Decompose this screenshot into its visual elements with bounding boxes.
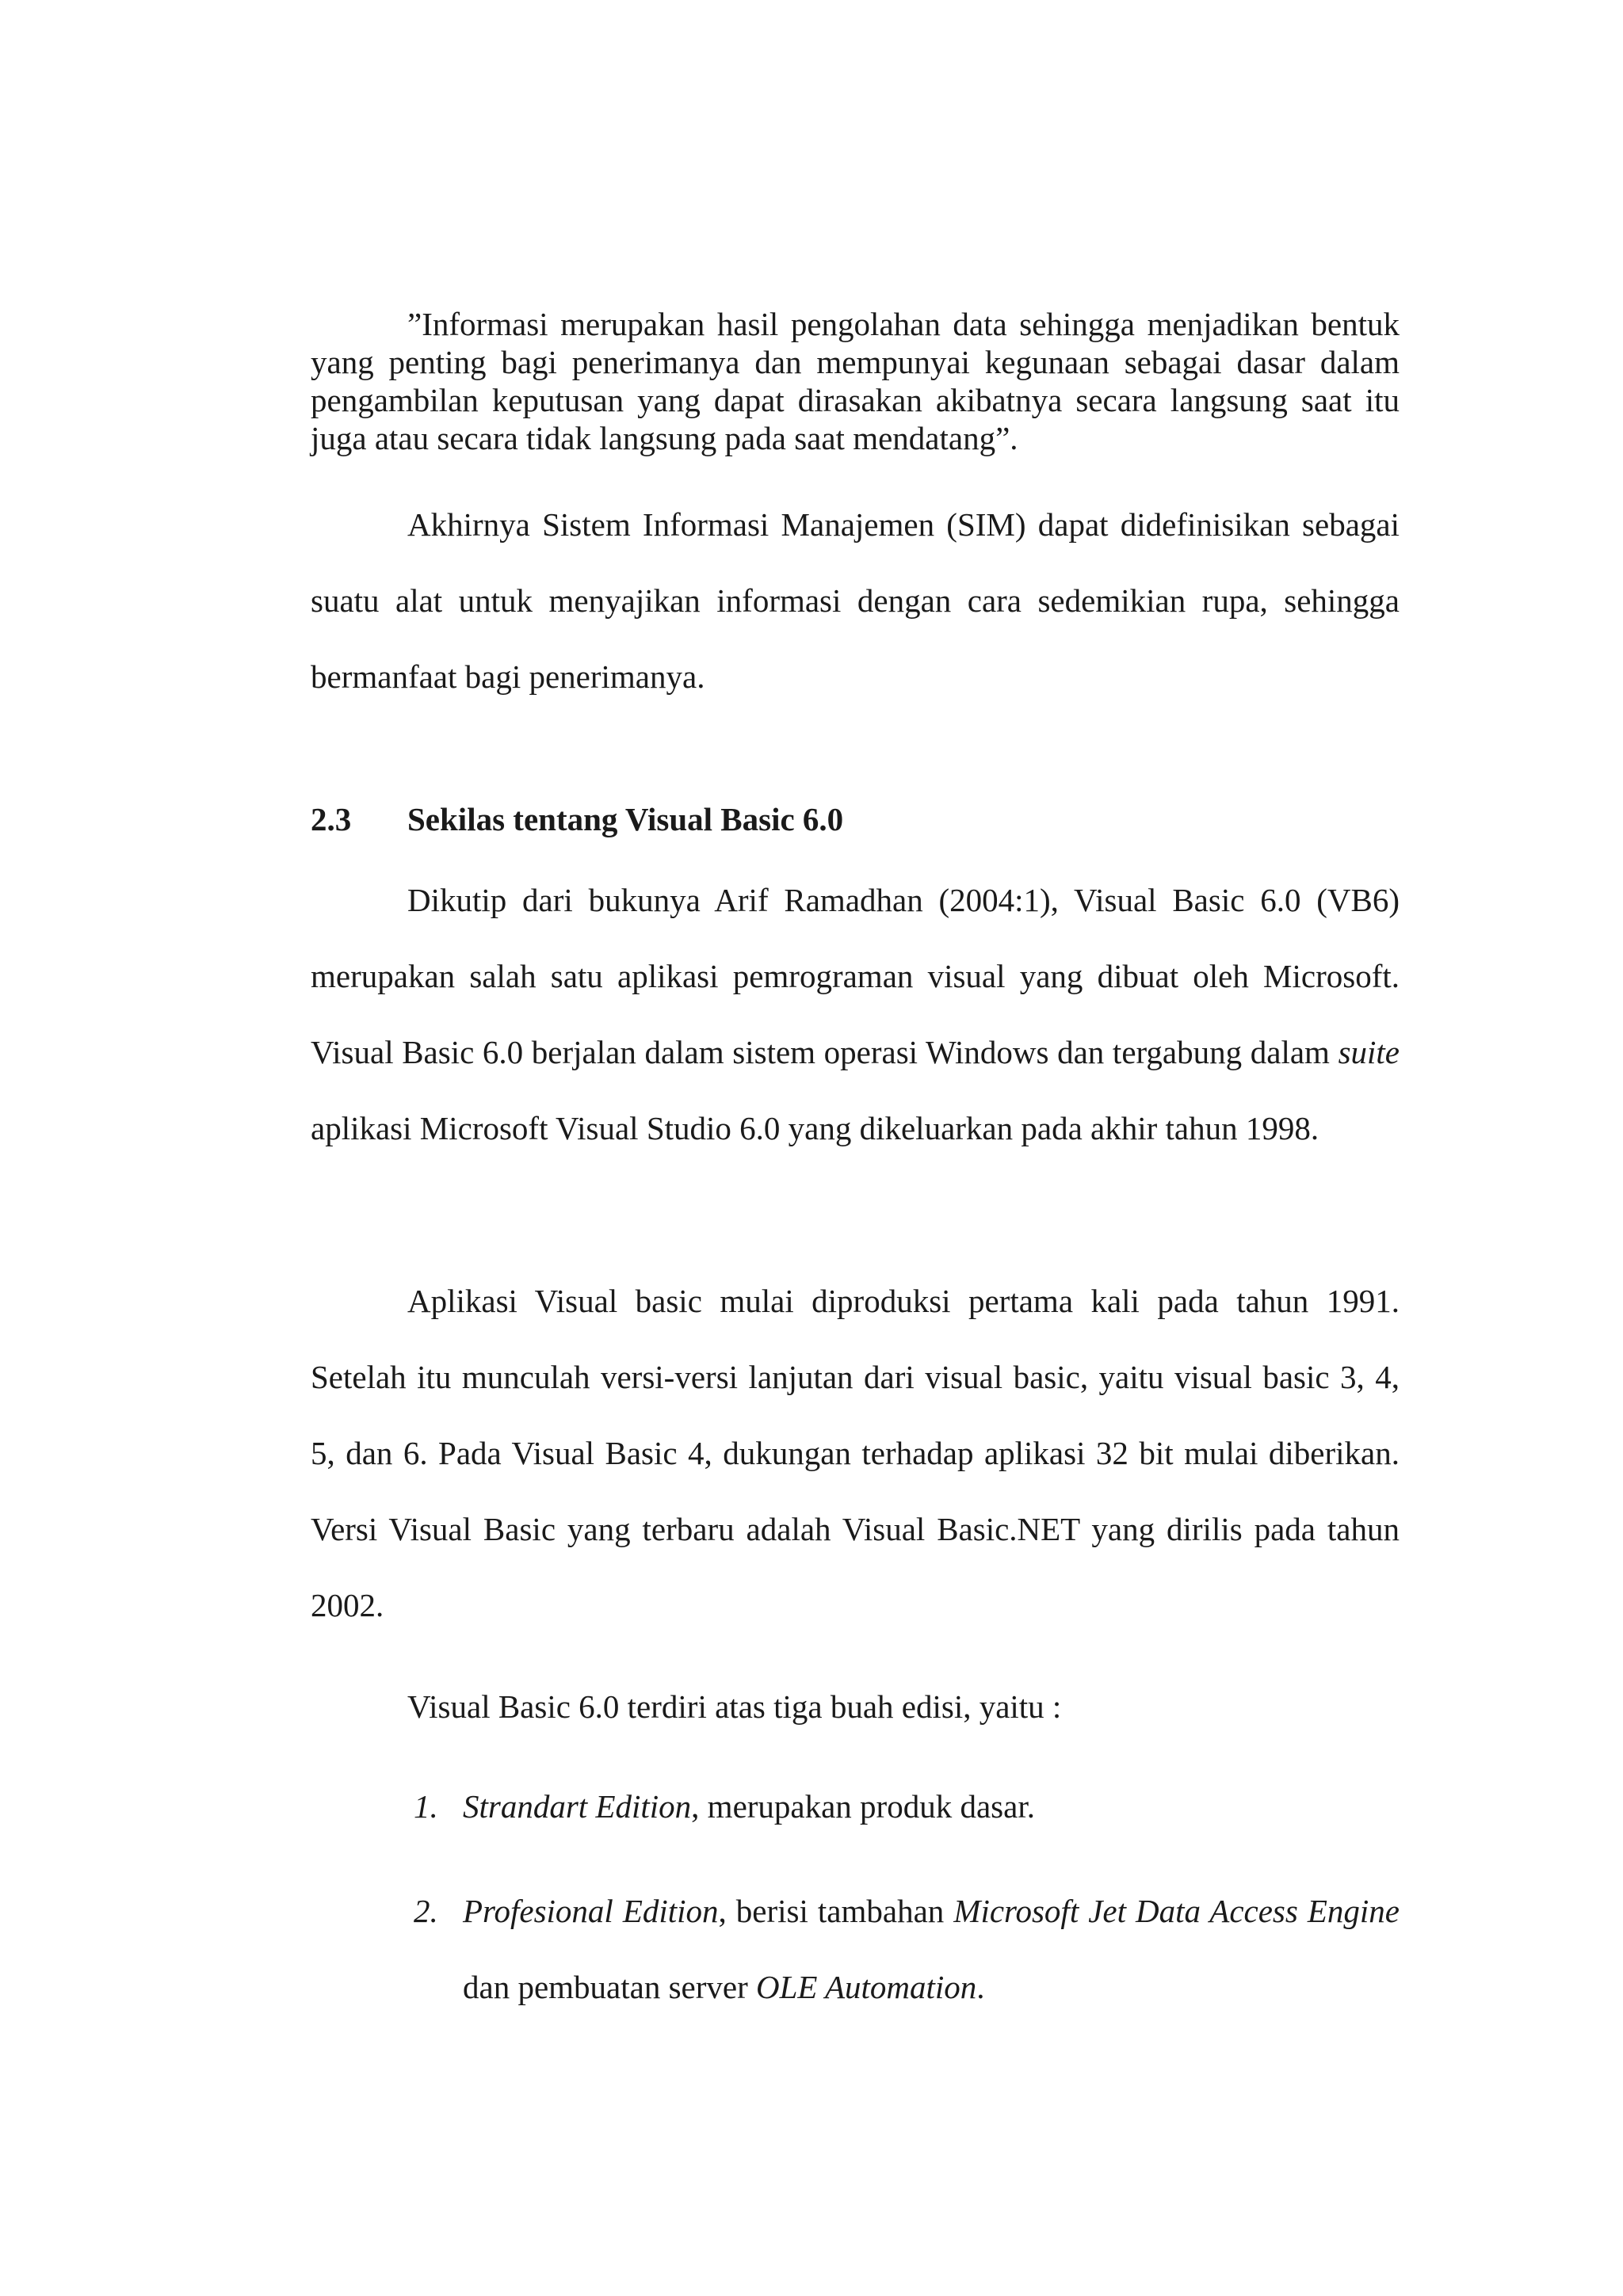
vb6-intro-paragraph — [311, 862, 1400, 1166]
edition-italic-term: OLE Automation — [755, 1969, 977, 2005]
edition-text: , merupakan produk dasar. — [691, 1788, 1035, 1825]
quote-paragraph: ”Informasi merupakan hasil pengolahan data sehingga menjadikan bentuk yang penting bagi penerimanya dan mempunyai kegunaan sebagai dasar dalam pengambilan keputusan yang dapat dirasakan akibatnya secara langsung saat itu juga atau secara tidak langsung pada saat mendatang”. — [311, 306, 1400, 456]
vb6-intro-italic: suite — [1338, 1034, 1400, 1070]
edition-name: Strandart Edition — [463, 1788, 692, 1825]
section-heading — [311, 800, 843, 838]
vb-history-paragraph: Aplikasi Visual basic mulai diproduksi pertama kali pada tahun 1991. Setelah itu munculah versi-versi lanjutan dari visual basic, yaitu visual basic 3, 4, 5, dan 6. Pada Visual Basic 4, dukungan terhadap aplikasi 32 bit mulai diberikan. Versi Visual Basic yang terbaru adalah Visual Basic.NET yang dirilis pada tahun 2002. — [311, 1283, 1400, 1623]
edition-italic-term: Microsoft Jet Data Access Engine — [953, 1893, 1400, 1929]
sim-definition-paragraph: Akhirnya Sistem Informasi Manajemen (SIM) dapat didefinisikan sebagai suatu alat untuk menyajikan informasi dengan cara sedemikian rupa, sehingga bermanfaat bagi penerimanya. — [311, 506, 1400, 695]
section-number: 2.3 — [311, 801, 352, 837]
vb6-intro-text-2: aplikasi Microsoft Visual Studio 6.0 yang dikeluarkan pada akhir tahun 1998. — [311, 1110, 1319, 1146]
edition-text: dan pembuatan server — [463, 1969, 756, 2005]
edition-text: , berisi tambahan — [718, 1893, 954, 1929]
list-marker: 2. — [414, 1893, 438, 1929]
list-item — [407, 1787, 1400, 1825]
list-item — [407, 1873, 1400, 2025]
edition-name: Profesional Edition — [463, 1893, 719, 1929]
editions-intro: Visual Basic 6.0 terdiri atas tiga buah edisi, yaitu : — [407, 1688, 1062, 1725]
edition-text: . — [976, 1969, 985, 2005]
vb6-intro-text-1: Dikutip dari bukunya Arif Ramadhan (2004:1), Visual Basic 6.0 (VB6) merupakan salah satu aplikasi pemrograman visual yang dibuat oleh Microsoft. Visual Basic 6.0 berjalan dalam sistem operasi Windows dan tergabung dalam — [311, 882, 1400, 1070]
section-title: Sekilas tentang Visual Basic 6.0 — [407, 801, 844, 837]
list-marker: 1. — [414, 1788, 438, 1825]
